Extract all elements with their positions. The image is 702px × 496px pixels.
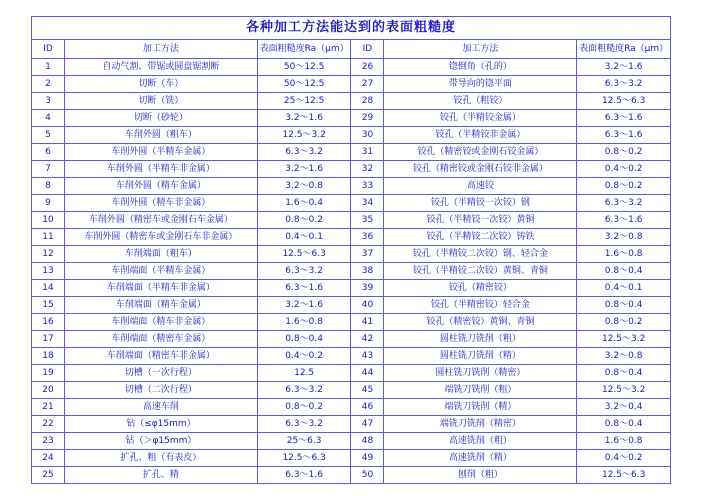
row-id-right: 46	[351, 399, 384, 416]
row-id-right: 42	[351, 331, 384, 348]
table-header-row	[32, 40, 671, 59]
row-method-right: 刨削（粗）	[384, 467, 577, 484]
row-ra-right: 12.5～3.2	[577, 331, 671, 348]
row-method-right: 铰孔（半精铰一次铰）钢	[384, 195, 577, 212]
row-method-left: 切断（车）	[65, 76, 258, 93]
row-ra-left: 0.4～0.1	[257, 229, 351, 246]
row-method-left: 车削端面（精车金属）	[65, 297, 258, 314]
row-id-right: 29	[351, 110, 384, 127]
row-ra-right: 3.2～0.8	[577, 229, 671, 246]
table-row	[32, 280, 671, 297]
table-row	[32, 246, 671, 263]
table-row	[32, 416, 671, 433]
row-ra-left: 12.5～3.2	[257, 127, 351, 144]
row-method-left: 切断（砂轮）	[65, 110, 258, 127]
table-row	[32, 331, 671, 348]
row-id-left: 2	[32, 76, 65, 93]
table-row	[32, 467, 671, 484]
row-id-right: 50	[351, 467, 384, 484]
row-id-left: 13	[32, 263, 65, 280]
row-id-left: 5	[32, 127, 65, 144]
row-method-right: 铰孔（精密铰或金刚石铰金属）	[384, 144, 577, 161]
table-row	[32, 297, 671, 314]
row-id-left: 17	[32, 331, 65, 348]
row-id-left: 8	[32, 178, 65, 195]
table-title-row	[32, 17, 671, 40]
row-method-left: 切槽（一次行程）	[65, 365, 258, 382]
row-id-right: 41	[351, 314, 384, 331]
row-method-left: 钻（＞φ15mm）	[65, 433, 258, 450]
row-method-left: 车削外圆（粗车）	[65, 127, 258, 144]
row-method-right: 铰孔（精密铰）黄铜、青铜	[384, 314, 577, 331]
column-header-id-left: ID	[32, 40, 65, 59]
row-id-right: 35	[351, 212, 384, 229]
row-id-left: 4	[32, 110, 65, 127]
table-row	[32, 450, 671, 467]
row-id-right: 26	[351, 59, 384, 76]
row-method-right: 铰孔（粗铰）	[384, 93, 577, 110]
row-method-right: 铰孔（半精铰非金属）	[384, 127, 577, 144]
row-method-left: 扩孔、粗（有表皮）	[65, 450, 258, 467]
row-ra-left: 6.3～1.6	[257, 467, 351, 484]
row-method-left: 高速车削	[65, 399, 258, 416]
row-method-left: 车削端面（半精车金属）	[65, 263, 258, 280]
row-id-right: 30	[351, 127, 384, 144]
roughness-table	[31, 16, 671, 484]
row-method-right: 铰孔（半精铰二次铰）钢、轻合金	[384, 246, 577, 263]
row-id-left: 20	[32, 382, 65, 399]
row-id-right: 38	[351, 263, 384, 280]
row-ra-right: 0.8～0.4	[577, 416, 671, 433]
row-ra-right: 6.3～1.6	[577, 110, 671, 127]
row-ra-left: 12.5～6.3	[257, 450, 351, 467]
row-id-right: 36	[351, 229, 384, 246]
table-row	[32, 161, 671, 178]
row-id-left: 7	[32, 161, 65, 178]
row-id-right: 45	[351, 382, 384, 399]
row-ra-right: 6.3～1.6	[577, 212, 671, 229]
row-ra-right: 3.2～0.8	[577, 348, 671, 365]
table-row	[32, 314, 671, 331]
row-ra-right: 6.3～3.2	[577, 195, 671, 212]
table-body	[32, 59, 671, 484]
row-id-left: 25	[32, 467, 65, 484]
row-method-left: 车削外圆（精车非金属）	[65, 195, 258, 212]
column-header-id-right: ID	[351, 40, 384, 59]
row-method-left: 车削端面（精密车非金属）	[65, 348, 258, 365]
row-ra-right: 1.6～0.8	[577, 246, 671, 263]
row-ra-right: 0.8～0.2	[577, 314, 671, 331]
row-method-right: 端铣刀铣削（精密）	[384, 416, 577, 433]
row-method-left: 钻（≤φ15mm）	[65, 416, 258, 433]
row-id-right: 28	[351, 93, 384, 110]
row-method-left: 扩孔、精	[65, 467, 258, 484]
row-method-left: 切断（铣）	[65, 93, 258, 110]
row-ra-right: 1.6～0.8	[577, 433, 671, 450]
document-body	[31, 16, 671, 484]
row-id-right: 39	[351, 280, 384, 297]
row-id-right: 31	[351, 144, 384, 161]
row-ra-left: 3.2～1.6	[257, 297, 351, 314]
row-ra-left: 0.4～0.2	[257, 348, 351, 365]
table-row	[32, 348, 671, 365]
row-ra-left: 3.2～1.6	[257, 161, 351, 178]
column-header-ra-left: 表面粗糙度Ra（μm）	[257, 40, 351, 59]
row-id-left: 23	[32, 433, 65, 450]
row-method-right: 端铣刀铣削（粗）	[384, 382, 577, 399]
row-id-right: 44	[351, 365, 384, 382]
table-row	[32, 195, 671, 212]
row-id-right: 32	[351, 161, 384, 178]
row-id-left: 6	[32, 144, 65, 161]
row-id-right: 27	[351, 76, 384, 93]
row-id-left: 15	[32, 297, 65, 314]
row-ra-left: 12.5～6.3	[257, 246, 351, 263]
row-method-left: 车削外圆（精密车或金刚石车金属）	[65, 212, 258, 229]
row-method-right: 铰孔（精密铰或金刚石铰非金属）	[384, 161, 577, 178]
row-id-right: 37	[351, 246, 384, 263]
row-ra-right: 0.8～0.4	[577, 297, 671, 314]
row-method-right: 铰孔（半精铰一次铰）黄铜	[384, 212, 577, 229]
row-ra-left: 6.3～3.2	[257, 382, 351, 399]
row-method-right: 圆柱铣刀铣削（精）	[384, 348, 577, 365]
row-method-left: 车削外圆（半精车非金属）	[65, 161, 258, 178]
row-ra-right: 0.8～0.2	[577, 178, 671, 195]
row-id-left: 14	[32, 280, 65, 297]
row-ra-left: 25～6.3	[257, 433, 351, 450]
row-ra-right: 6.3～3.2	[577, 76, 671, 93]
row-id-left: 22	[32, 416, 65, 433]
row-id-left: 1	[32, 59, 65, 76]
row-ra-right: 0.4～0.2	[577, 161, 671, 178]
row-ra-left: 0.8～0.4	[257, 331, 351, 348]
row-method-right: 铰孔（精密铰）	[384, 280, 577, 297]
row-id-left: 18	[32, 348, 65, 365]
table-row	[32, 229, 671, 246]
row-id-right: 43	[351, 348, 384, 365]
row-id-right: 47	[351, 416, 384, 433]
row-ra-right: 3.2～0.4	[577, 399, 671, 416]
table-row	[32, 127, 671, 144]
row-ra-left: 6.3～3.2	[257, 263, 351, 280]
row-id-left: 3	[32, 93, 65, 110]
table-row	[32, 110, 671, 127]
page-title: 各种加工方法能达到的表面粗糙度	[32, 17, 671, 40]
row-method-right: 圆柱铣刀铣削（粗）	[384, 331, 577, 348]
row-method-left: 车削端面（粗车）	[65, 246, 258, 263]
row-id-left: 16	[32, 314, 65, 331]
table-row	[32, 399, 671, 416]
row-method-right: 高速铰	[384, 178, 577, 195]
row-method-left: 切槽（二次行程）	[65, 382, 258, 399]
table-row	[32, 178, 671, 195]
row-ra-left: 1.6～0.4	[257, 195, 351, 212]
row-id-left: 21	[32, 399, 65, 416]
table-row	[32, 382, 671, 399]
row-id-left: 9	[32, 195, 65, 212]
row-method-left: 车削端面（精车非金属）	[65, 314, 258, 331]
row-ra-left: 3.2～1.6	[257, 110, 351, 127]
table-row	[32, 76, 671, 93]
row-id-left: 24	[32, 450, 65, 467]
table-row	[32, 144, 671, 161]
row-ra-left: 50～12.5	[257, 76, 351, 93]
row-ra-right: 0.8～0.4	[577, 365, 671, 382]
row-method-left: 车削端面（半精车非金属）	[65, 280, 258, 297]
row-ra-right: 12.5～6.3	[577, 467, 671, 484]
row-id-left: 11	[32, 229, 65, 246]
row-method-right: 端铣刀铣削（精）	[384, 399, 577, 416]
row-method-right: 铰孔（半精密铰）轻合金	[384, 297, 577, 314]
table-row	[32, 59, 671, 76]
column-header-ra-right: 表面粗糙度Ra（μm）	[577, 40, 671, 59]
row-ra-left: 25～12.5	[257, 93, 351, 110]
row-id-right: 33	[351, 178, 384, 195]
row-ra-left: 6.3～3.2	[257, 416, 351, 433]
table-row	[32, 93, 671, 110]
row-ra-right: 12.5～3.2	[577, 382, 671, 399]
row-ra-left: 1.6～0.8	[257, 314, 351, 331]
row-method-right: 高速铣削（粗）	[384, 433, 577, 450]
row-method-left: 车削外圆（半精车金属）	[65, 144, 258, 161]
table-row	[32, 365, 671, 382]
row-method-right: 铰孔（半精铰金属）	[384, 110, 577, 127]
row-method-left: 车削外圆（精密车或金刚石车非金属）	[65, 229, 258, 246]
row-method-right: 带导向的锪平面	[384, 76, 577, 93]
row-ra-left: 6.3～3.2	[257, 144, 351, 161]
row-id-right: 34	[351, 195, 384, 212]
table-row	[32, 212, 671, 229]
row-method-left: 车削端面（精密车金属）	[65, 331, 258, 348]
row-ra-right: 6.3～1.6	[577, 127, 671, 144]
row-method-left: 车削外圆（精车金属）	[65, 178, 258, 195]
row-ra-left: 0.8～0.2	[257, 212, 351, 229]
row-ra-right: 12.5～6.3	[577, 93, 671, 110]
row-id-right: 49	[351, 450, 384, 467]
row-id-left: 12	[32, 246, 65, 263]
table-row	[32, 433, 671, 450]
row-ra-left: 6.3～1.6	[257, 280, 351, 297]
row-ra-right: 0.8～0.2	[577, 144, 671, 161]
row-method-left: 自动气割、带锯或圆盘锯割断	[65, 59, 258, 76]
row-method-right: 铰孔（半精铰二次铰）铸铁	[384, 229, 577, 246]
row-method-right: 铰孔（半精铰二次铰）黄铜、青铜	[384, 263, 577, 280]
row-method-right: 锪倒角（孔的）	[384, 59, 577, 76]
row-id-left: 10	[32, 212, 65, 229]
row-id-left: 19	[32, 365, 65, 382]
row-id-right: 40	[351, 297, 384, 314]
row-ra-right: 0.4～0.2	[577, 450, 671, 467]
row-ra-right: 0.8～0.4	[577, 263, 671, 280]
row-ra-right: 0.4～0.1	[577, 280, 671, 297]
row-ra-left: 0.8～0.2	[257, 399, 351, 416]
row-ra-left: 50～12.5	[257, 59, 351, 76]
row-ra-right: 3.2～1.6	[577, 59, 671, 76]
row-method-right: 高速铣削（精）	[384, 450, 577, 467]
row-id-right: 48	[351, 433, 384, 450]
column-header-method-left: 加工方法	[65, 40, 258, 59]
row-method-right: 圆柱铣刀铣削（精密）	[384, 365, 577, 382]
table-row	[32, 263, 671, 280]
column-header-method-right: 加工方法	[384, 40, 577, 59]
row-ra-left: 12.5	[257, 365, 351, 382]
row-ra-left: 3.2～0.8	[257, 178, 351, 195]
